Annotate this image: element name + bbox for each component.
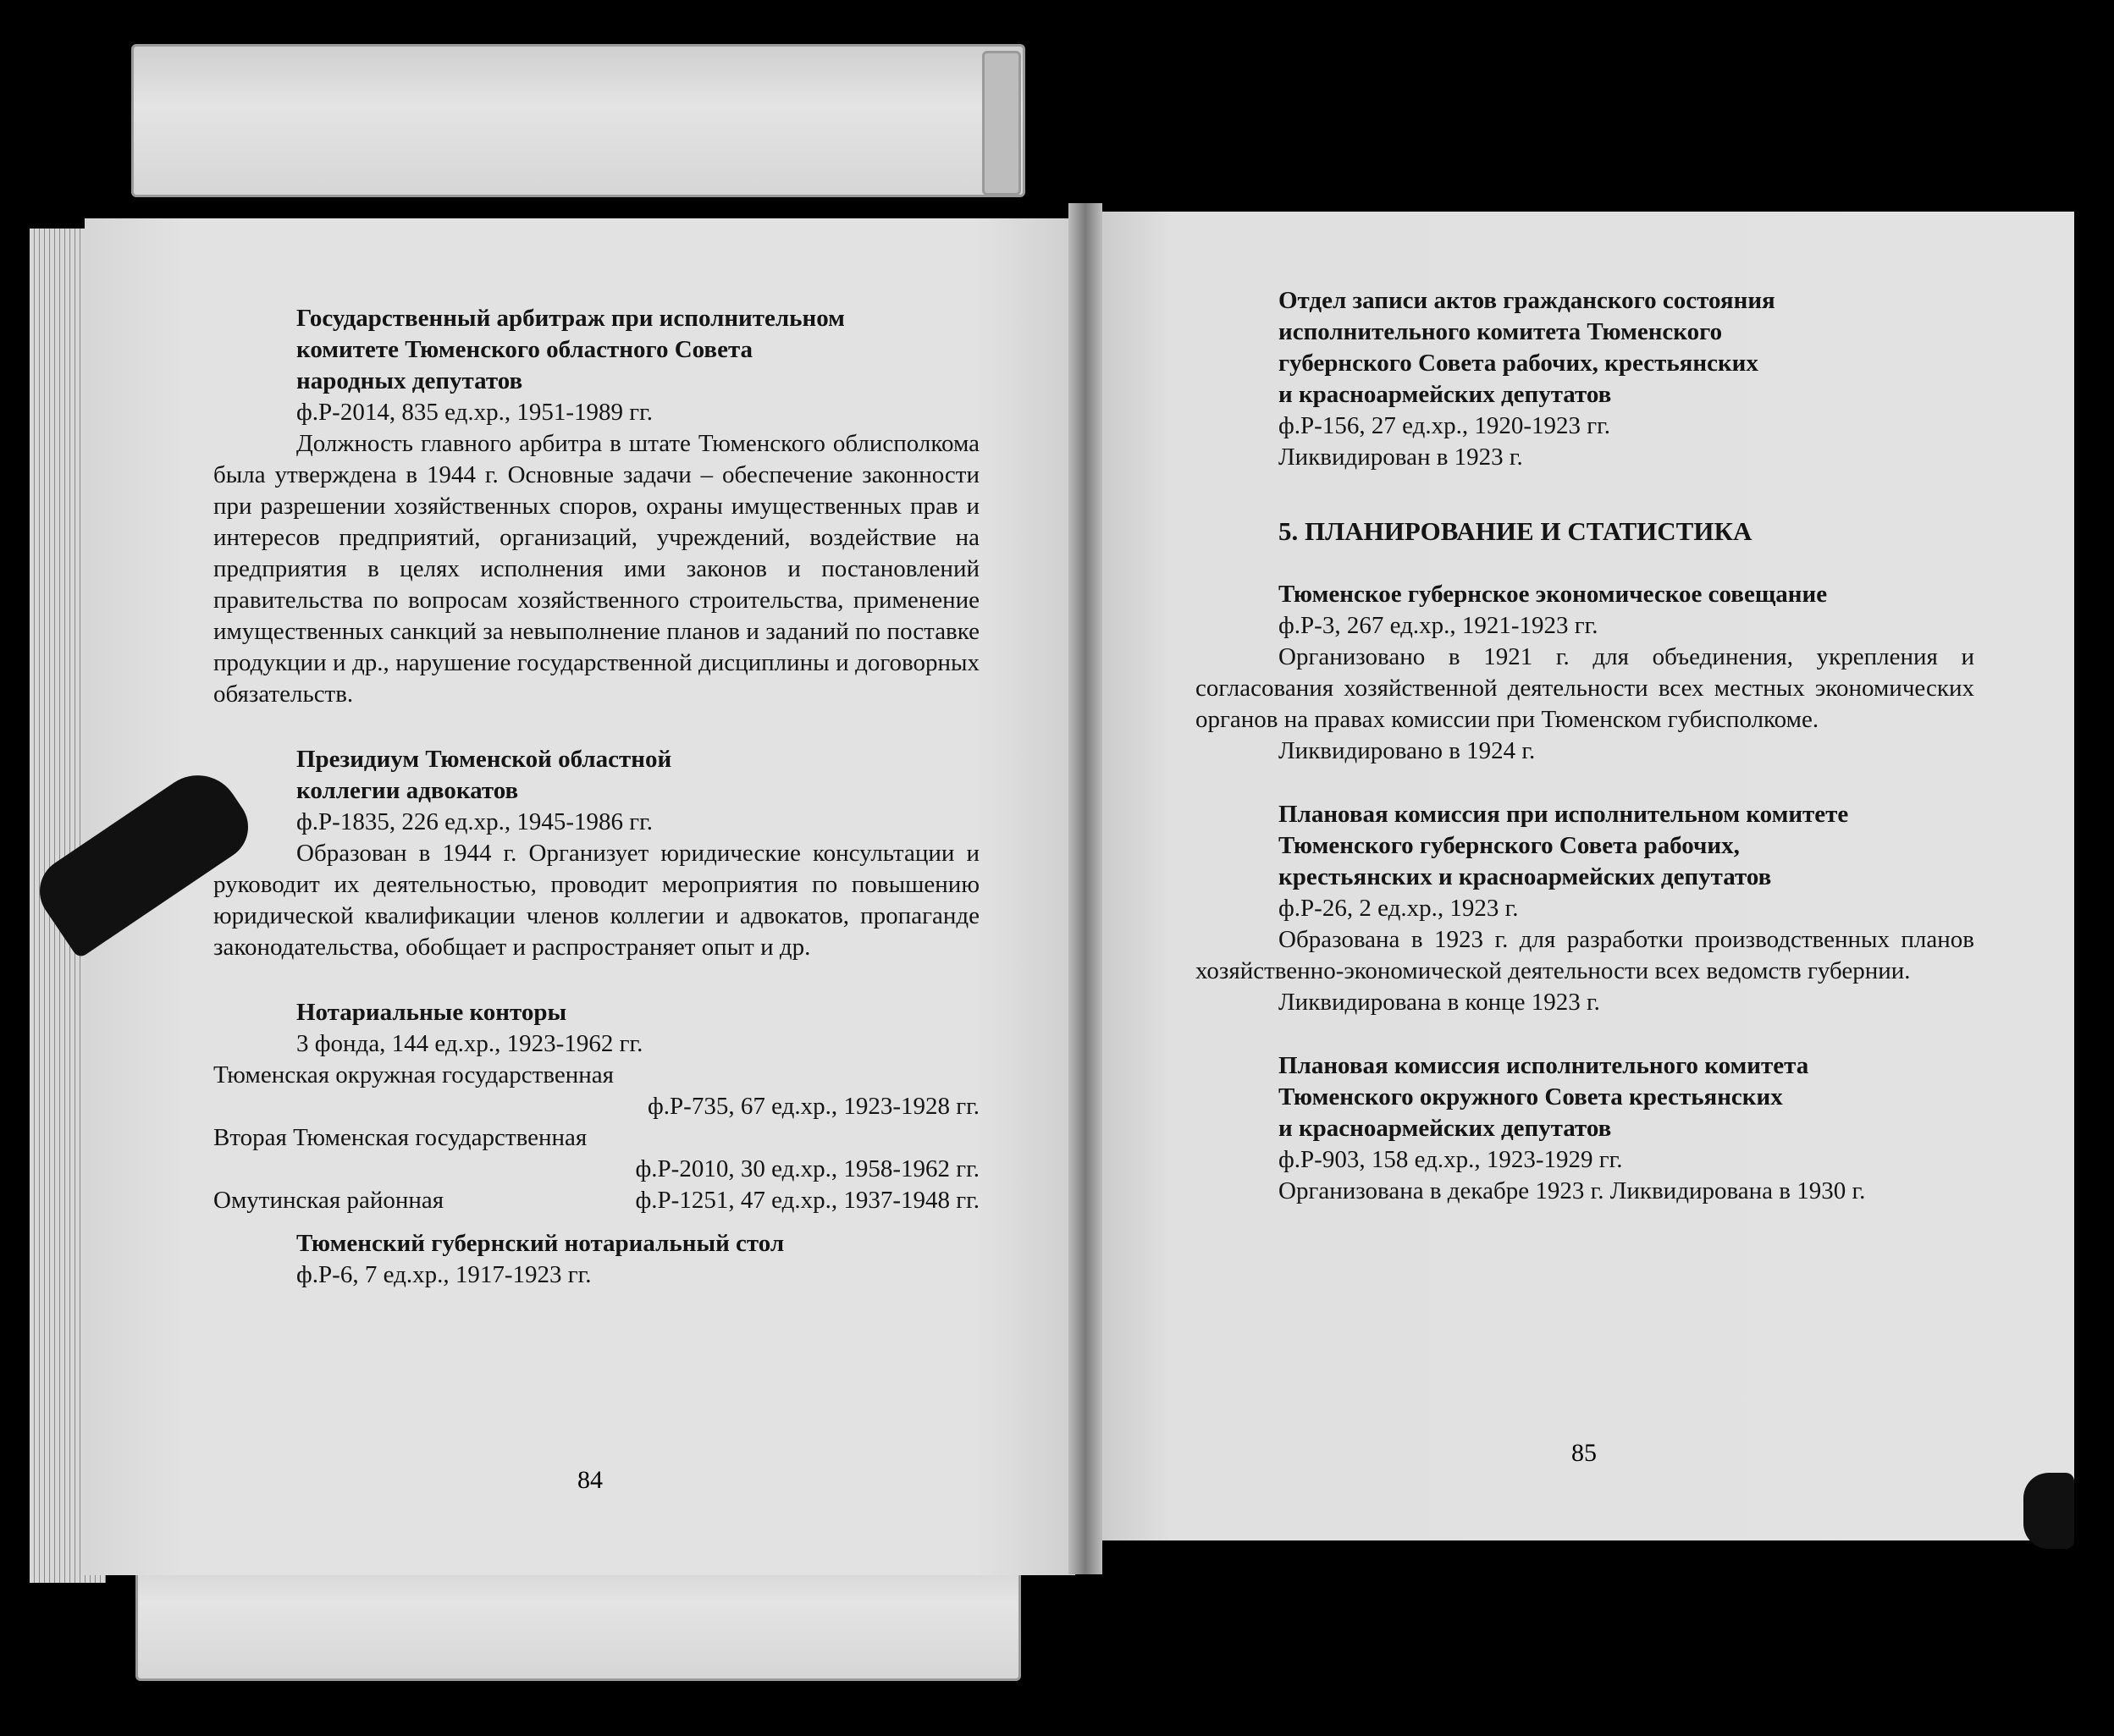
entry-title: Отдел записи актов гражданского состояния [1278, 287, 1775, 314]
entry-title: крестьянских и красноармейских депутатов [1278, 863, 1772, 890]
fond-reference: 3 фонда, 144 ед.хр., 1923-1962 гг. [296, 1030, 643, 1057]
entry-title: Нотариальные конторы [296, 999, 567, 1026]
left-page-text [213, 303, 980, 1291]
fond-reference: ф.Р-3, 267 ед.хр., 1921-1923 гг. [1278, 612, 1598, 639]
entry-title: Тюменского губернского Совета рабочих, [1278, 832, 1740, 859]
entry-description: Организовано в 1921 г. для объединения, укрепления и согласования хозяйственной деятельности всех местных экономических органов на правах комиссии при Тюменском губисполкоме. [1195, 643, 1974, 733]
page-number-right: 85 [1571, 1439, 1597, 1467]
entry-title: Президиум Тюменской областной [296, 746, 672, 773]
entry-title: Тюменского окружного Совета крестьянских [1278, 1083, 1783, 1110]
section-heading: 5. ПЛАНИРОВАНИЕ И СТАТИСТИКА [1278, 516, 1752, 546]
entry-description: Ликвидирован в 1923 г. [1278, 444, 1523, 471]
entry-title: Тюменское губернское экономическое совещание [1278, 581, 1828, 608]
entry-note: Ликвидирована в конце 1923 г. [1278, 989, 1600, 1016]
right-page-text [1195, 285, 1974, 1207]
list-item: Омутинская районная [213, 1187, 444, 1214]
fond-reference: ф.Р-156, 27 ед.хр., 1920-1923 гг. [1278, 412, 1610, 439]
entry-description: Образована в 1923 г. для разработки производственных планов хозяйственно-экономической деятельности всех ведомств губернии. [1195, 926, 1974, 984]
entry-description: Образован в 1944 г. Организует юридические консультации и руководит их деятельностью, проводит мероприятия по повышению юридической квалификации членов коллегии и адвокатов, пропаганде законодательства, обобщает и распространяет опыт и др. [213, 840, 980, 961]
list-item-fond: ф.Р-2010, 30 ед.хр., 1958-1962 гг. [635, 1155, 980, 1182]
fond-reference: ф.Р-26, 2 ед.хр., 1923 г. [1278, 895, 1519, 922]
entry-description: Должность главного арбитра в штате Тюменского облисполкома была утверждена в 1944 г. Основные задачи – обеспечение законности при разрешении хозяйственных споров, охраны имущественных прав и интересов предприятий, организаций, учреждений, воздействие на предприятия в целях исполнения ими законов и постановлений правительства по вопросам хозяйственного строительства, применение имущественных санкций за невыполнение планов и заданий по поставке продукции и др., нарушение государственной дисциплины и договорных обязательств. [213, 430, 980, 708]
entry-title: губернского Совета рабочих, крестьянских [1278, 350, 1758, 377]
entry-description: Организована в декабре 1923 г. Ликвидирована в 1930 г. [1278, 1177, 1866, 1204]
fond-reference: ф.Р-903, 158 ед.хр., 1923-1929 гг. [1278, 1146, 1623, 1173]
page-number-left: 84 [577, 1466, 603, 1494]
entry-title: коллегии адвокатов [296, 777, 519, 804]
page-corner-shadow [2023, 1473, 2074, 1549]
list-item-fond: ф.Р-1251, 47 ед.хр., 1937-1948 гг. [635, 1187, 980, 1214]
list-item: Тюменская окружная государственная [213, 1061, 614, 1088]
list-item-fond: ф.Р-735, 67 ед.хр., 1923-1928 гг. [648, 1093, 980, 1120]
fond-reference: ф.Р-6, 7 ед.хр., 1917-1923 гг. [296, 1261, 592, 1288]
entry-title: Тюменский губернский нотариальный стол [296, 1230, 785, 1257]
entry-note: Ликвидировано в 1924 г. [1278, 737, 1536, 764]
list-item: Вторая Тюменская государственная [213, 1124, 588, 1151]
book-stack-top [131, 44, 1025, 197]
entry-title: и красноармейских депутатов [1278, 1115, 1612, 1142]
book-gutter [1068, 203, 1102, 1574]
entry-title: и красноармейских депутатов [1278, 381, 1612, 408]
entry-title: Плановая комиссия при исполнительном комитете [1278, 801, 1849, 828]
entry-title: Государственный арбитраж при исполнительном [296, 305, 845, 332]
entry-title: народных депутатов [296, 367, 523, 394]
book-stack-top-edge [982, 51, 1021, 196]
entry-title: Плановая комиссия исполнительного комитета [1278, 1052, 1809, 1079]
fond-reference: ф.Р-1835, 226 ед.хр., 1945-1986 гг. [296, 808, 653, 835]
fond-reference: ф.Р-2014, 835 ед.хр., 1951-1989 гг. [296, 399, 653, 426]
entry-title: исполнительного комитета Тюменского [1278, 318, 1723, 345]
entry-title: комитете Тюменского областного Совета [296, 336, 753, 363]
